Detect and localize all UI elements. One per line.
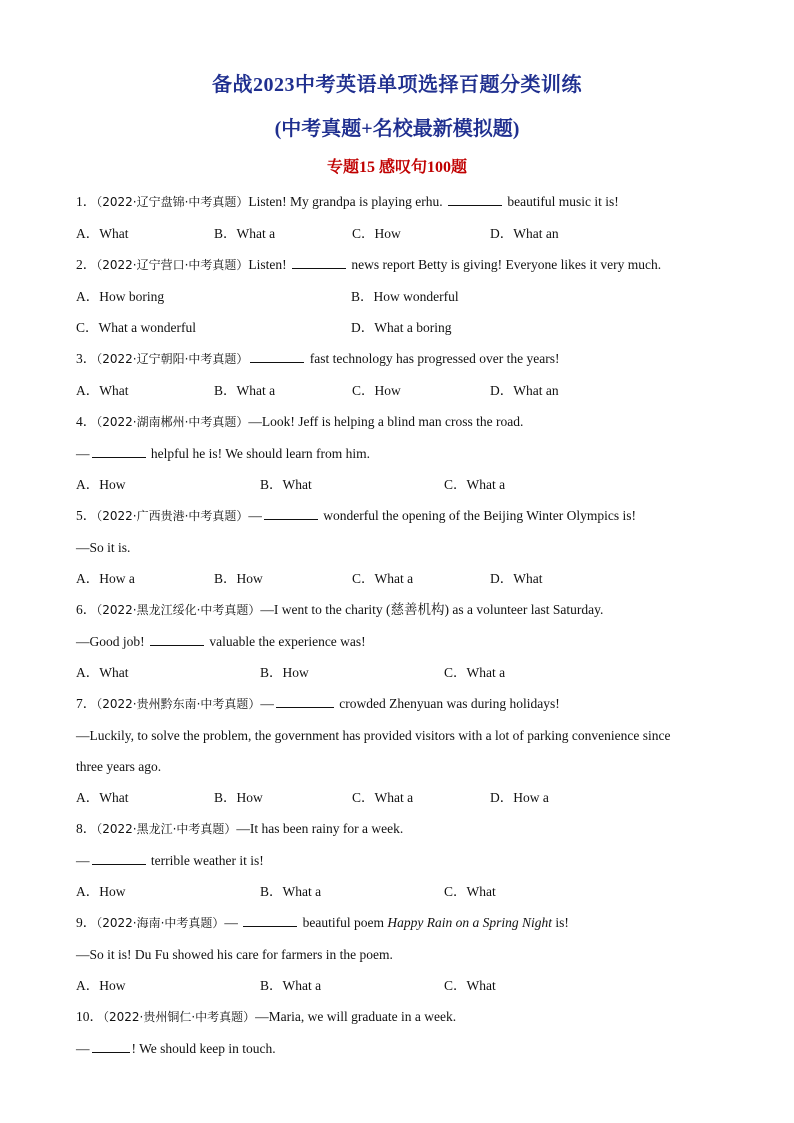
option-b: B．What	[260, 477, 312, 492]
question-number: 6．	[76, 602, 97, 617]
option-a: A．How	[76, 884, 126, 899]
option-d: D．What an	[490, 226, 559, 241]
question-7-options	[76, 782, 716, 813]
question-10-response	[76, 1033, 716, 1064]
question-stem: —Look! Jeff is helping a blind man cross the road.	[248, 414, 524, 429]
option-a: A．How	[76, 978, 126, 993]
question-source: （2022·辽宁营口·中考真题）	[96, 258, 249, 272]
question-9	[76, 907, 716, 939]
option-c: C．How	[352, 226, 401, 241]
question-source: （2022·黑龙江·中考真题）	[96, 822, 237, 836]
question-7-response-line-1: —Luckily, to solve the problem, the government has provided visitors with a lot of parking convenience since	[76, 728, 671, 743]
question-number: 2．	[76, 257, 97, 272]
question-4	[76, 406, 716, 438]
option-c: C．What a	[444, 477, 506, 492]
option-d: D．How a	[490, 790, 549, 805]
answer-blank	[276, 706, 334, 708]
question-number: 7．	[76, 696, 97, 711]
question-stem-rest: is!	[555, 915, 569, 930]
question-2-options-row-2	[76, 312, 716, 343]
option-c: C．What a	[352, 790, 414, 805]
question-6	[76, 594, 716, 626]
question-9-response: —So it is! Du Fu showed his care for farmers in the poem.	[76, 947, 393, 962]
option-b: B．What a	[214, 226, 276, 241]
option-a: A．What	[76, 383, 129, 398]
question-source: （2022·贵州铜仁·中考真题）	[103, 1010, 256, 1024]
answer-blank	[448, 204, 502, 206]
question-4-response	[76, 438, 716, 469]
dialogue-dash: —	[76, 853, 90, 868]
answer-blank	[250, 361, 304, 363]
question-source: （2022·辽宁朝阳·中考真题）	[96, 352, 249, 366]
option-b: B．How	[214, 571, 263, 586]
question-10	[76, 1001, 716, 1033]
question-stem: Listen!	[248, 257, 287, 272]
question-8-response	[76, 845, 716, 876]
question-5-response: —So it is.	[76, 540, 131, 555]
question-number: 8．	[76, 821, 97, 836]
question-stem: —Maria, we will graduate in a week.	[255, 1009, 457, 1024]
question-stem-rest: news report Betty is giving! Everyone likes it very much.	[351, 257, 662, 272]
option-a: A．What	[76, 226, 129, 241]
question-number: 5．	[76, 508, 97, 523]
option-b: B．What a	[260, 884, 322, 899]
document-subtitle: (中考真题+名校最新模拟题)	[274, 118, 520, 140]
dialogue-dash: —	[260, 696, 274, 711]
option-d: D．What an	[490, 383, 559, 398]
answer-blank	[92, 1051, 130, 1053]
question-6-response	[76, 626, 716, 657]
question-5-options	[76, 563, 716, 594]
option-a: A．What	[76, 790, 129, 805]
dialogue-dash: —	[76, 446, 90, 461]
question-stem-rest: ! We should keep in touch.	[131, 1041, 276, 1056]
answer-blank	[150, 644, 204, 646]
option-a: A．What	[76, 665, 129, 680]
dialogue-dash: —	[224, 915, 238, 930]
option-b: B．What a	[214, 383, 276, 398]
option-c: C．How	[352, 383, 401, 398]
question-1-options	[76, 218, 716, 249]
question-stem: beautiful poem	[302, 915, 385, 930]
question-source: （2022·广西贵港·中考真题）	[96, 509, 249, 523]
question-number: 1．	[76, 194, 97, 209]
question-2	[76, 249, 716, 281]
question-3	[76, 343, 716, 375]
question-1	[76, 186, 716, 218]
option-b: B．How	[260, 665, 309, 680]
question-source: （2022·辽宁盘锦·中考真题）	[96, 195, 249, 209]
option-c: C．What a wonderful	[76, 320, 196, 335]
option-c: C．What	[444, 978, 496, 993]
answer-blank	[92, 863, 146, 865]
question-stem: —It has been rainy for a week.	[236, 821, 404, 836]
question-number: 10．	[76, 1009, 103, 1024]
question-9-options	[76, 970, 716, 1001]
question-3-options	[76, 375, 716, 406]
question-stem-rest: fast technology has progressed over the years!	[309, 351, 560, 366]
question-source: （2022·贵州黔东南·中考真题）	[96, 697, 261, 711]
question-stem-rest: beautiful music it is!	[507, 194, 619, 209]
dialogue-dash: —	[248, 508, 262, 523]
question-stem-rest: crowded Zhenyuan was during holidays!	[339, 696, 560, 711]
document-title: 备战2023中考英语单项选择百题分类训练	[212, 74, 582, 96]
question-4-options	[76, 469, 716, 500]
answer-blank	[243, 925, 297, 927]
question-number: 4．	[76, 414, 97, 429]
option-d: D．What a boring	[351, 320, 452, 335]
option-b: B．How	[214, 790, 263, 805]
question-2-options-row-1	[76, 281, 716, 312]
question-7	[76, 688, 716, 720]
question-stem: —I went to the charity (慈善机构) as a volunteer last Saturday.	[260, 602, 604, 617]
question-8-options	[76, 876, 716, 907]
question-number: 3．	[76, 351, 97, 366]
question-list	[76, 186, 716, 1064]
question-5	[76, 500, 716, 532]
question-stem-rest: terrible weather it is!	[150, 853, 264, 868]
question-stem-rest: wonderful the opening of the Beijing Winter Olympics is!	[323, 508, 636, 523]
option-a: A．How boring	[76, 289, 165, 304]
question-source: （2022·黑龙江绥化·中考真题）	[96, 603, 261, 617]
option-c: C．What a	[444, 665, 506, 680]
question-8	[76, 813, 716, 845]
option-d: D．What	[490, 571, 543, 586]
question-stem-rest: valuable the experience was!	[209, 634, 366, 649]
question-stem: Listen! My grandpa is playing erhu.	[248, 194, 443, 209]
poem-title: Happy Rain on a Spring Night	[387, 915, 553, 930]
question-stem: —Good job!	[76, 634, 145, 649]
option-a: A．How a	[76, 571, 135, 586]
option-b: B．What a	[260, 978, 322, 993]
question-stem-rest: helpful he is! We should learn from him.	[150, 446, 370, 461]
option-b: B．How wonderful	[351, 289, 459, 304]
dialogue-dash: —	[76, 1041, 90, 1056]
question-source: （2022·海南·中考真题）	[96, 916, 225, 930]
answer-blank	[264, 518, 318, 520]
option-c: C．What a	[352, 571, 414, 586]
answer-blank	[92, 456, 146, 458]
option-a: A．How	[76, 477, 126, 492]
answer-blank	[292, 267, 346, 269]
question-number: 9．	[76, 915, 97, 930]
question-source: （2022·湖南郴州·中考真题）	[96, 415, 249, 429]
question-7-response-line-2: three years ago.	[76, 759, 162, 774]
question-6-options	[76, 657, 716, 688]
option-c: C．What	[444, 884, 496, 899]
topic-heading: 专题15 感叹句100题	[326, 159, 467, 176]
